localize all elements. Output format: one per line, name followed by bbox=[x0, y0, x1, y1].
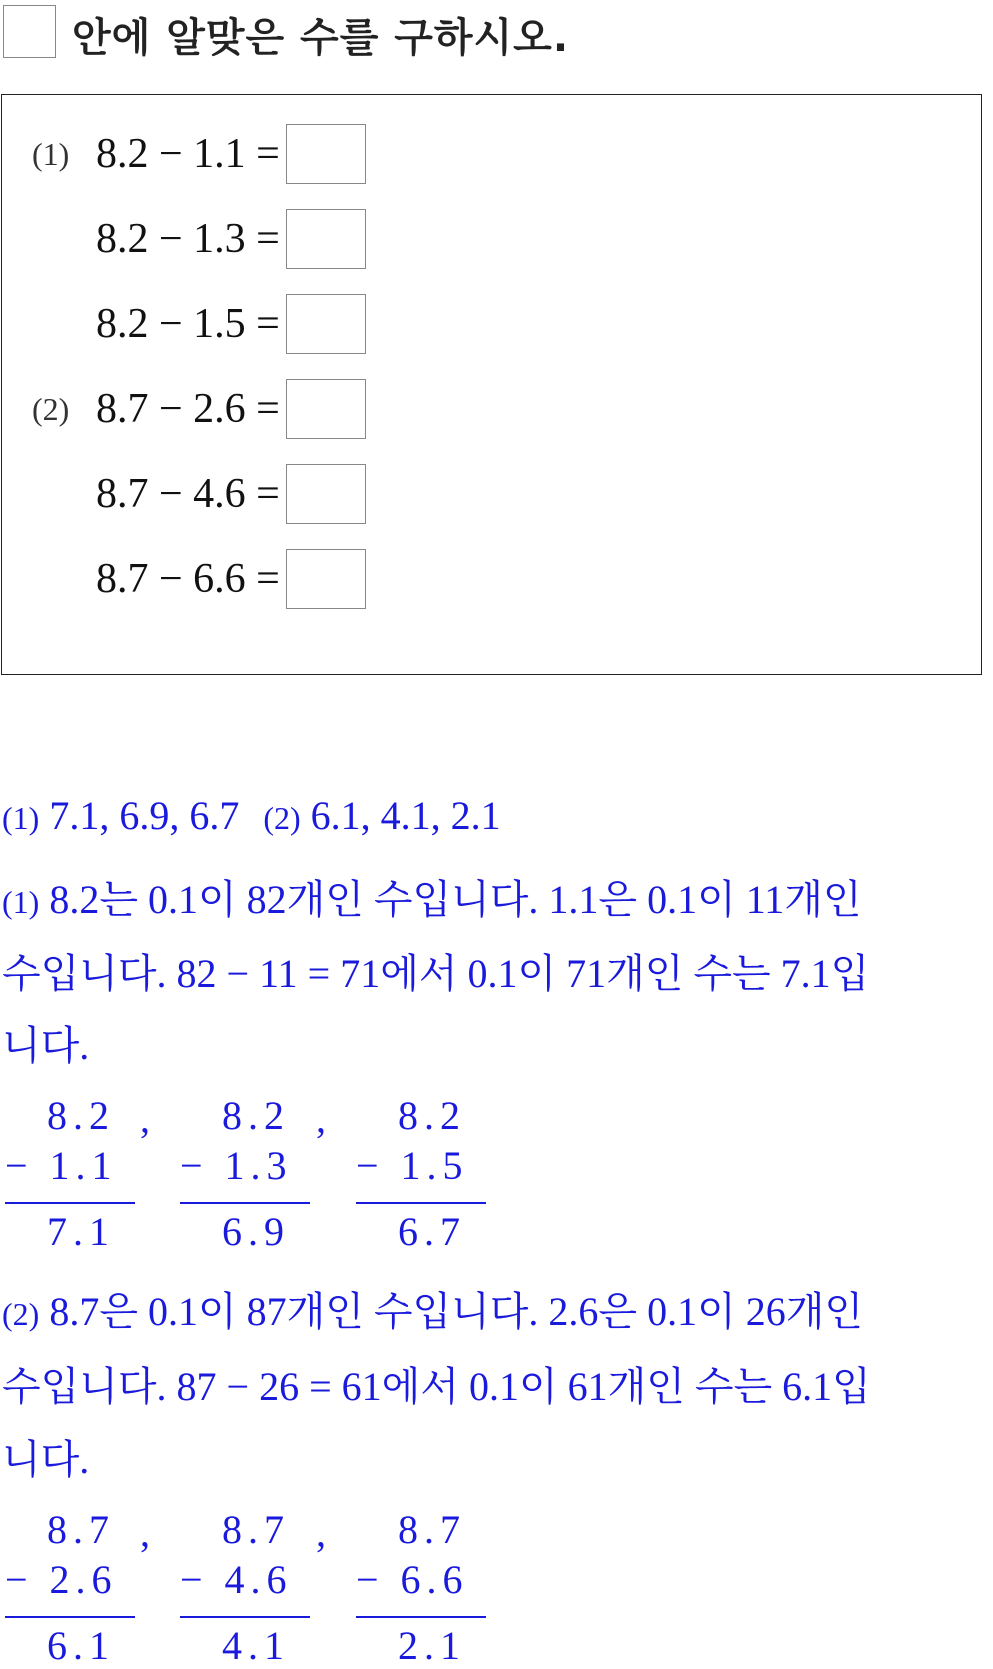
separator: , bbox=[316, 1096, 326, 1141]
difference: 6.7 bbox=[398, 1209, 466, 1254]
explanation-label: (1) bbox=[2, 884, 40, 920]
answer-box[interactable] bbox=[286, 549, 366, 609]
subtrahend: − 2.6 bbox=[5, 1557, 118, 1602]
result-line bbox=[180, 1202, 310, 1204]
problem-row bbox=[32, 293, 366, 355]
explanation-1-line-1 bbox=[2, 868, 862, 925]
problem-row bbox=[32, 378, 366, 440]
minuend: 8.7 bbox=[222, 1507, 290, 1552]
minuend: 8.7 bbox=[398, 1507, 466, 1552]
equation: 8.7 − 6.6 = bbox=[96, 556, 280, 602]
difference: 7.1 bbox=[47, 1209, 115, 1254]
result-line bbox=[356, 1202, 486, 1204]
problem-row bbox=[32, 548, 366, 610]
explanation-label: (2) bbox=[2, 1296, 40, 1332]
answer-values-1: 7.1, 6.9, 6.7 bbox=[49, 793, 240, 838]
equation: 8.2 − 1.1 = bbox=[96, 131, 280, 177]
equation: 8.2 − 1.3 = bbox=[96, 216, 280, 262]
answer-box[interactable] bbox=[286, 464, 366, 524]
separator: , bbox=[140, 1510, 150, 1555]
answer-placeholder-box bbox=[3, 5, 56, 58]
equation: 8.7 − 2.6 = bbox=[96, 386, 280, 432]
explanation-2-line-3: 니다. bbox=[2, 1437, 90, 1482]
result-line bbox=[180, 1616, 310, 1618]
answer-box[interactable] bbox=[286, 379, 366, 439]
answer-box[interactable] bbox=[286, 124, 366, 184]
difference: 2.1 bbox=[398, 1623, 466, 1668]
separator: , bbox=[140, 1096, 150, 1141]
difference: 6.9 bbox=[222, 1209, 290, 1254]
explanation-1-line-2: 수입니다. 82 − 11 = 71에서 0.1이 71개인 수는 7.1입 bbox=[2, 951, 870, 996]
part-label: (2) bbox=[32, 390, 70, 427]
explanation-text: 8.2는 0.1이 82개인 수입니다. 1.1은 0.1이 11개인 bbox=[49, 877, 862, 922]
result-line bbox=[5, 1202, 135, 1204]
equation: 8.2 − 1.5 = bbox=[96, 301, 280, 347]
answer-line bbox=[2, 792, 501, 839]
explanation-2-line-2: 수입니다. 87 − 26 = 61에서 0.1이 61개인 수는 6.1입 bbox=[2, 1364, 871, 1409]
explanation-2-line-1 bbox=[2, 1280, 863, 1337]
minuend: 8.7 bbox=[47, 1507, 115, 1552]
minuend: 8.2 bbox=[47, 1093, 115, 1138]
answer-box[interactable] bbox=[286, 294, 366, 354]
subtrahend: − 1.1 bbox=[5, 1143, 118, 1188]
subtrahend: − 1.5 bbox=[356, 1143, 469, 1188]
subtrahend: − 4.6 bbox=[180, 1557, 293, 1602]
answer-label-2: (2) bbox=[263, 800, 301, 836]
minuend: 8.2 bbox=[222, 1093, 290, 1138]
result-line bbox=[356, 1616, 486, 1618]
part-label: (1) bbox=[32, 135, 70, 172]
problem-row bbox=[32, 123, 366, 185]
difference: 4.1 bbox=[222, 1623, 290, 1668]
subtrahend: − 6.6 bbox=[356, 1557, 469, 1602]
explanation-text: 8.7은 0.1이 87개인 수입니다. 2.6은 0.1이 26개인 bbox=[49, 1289, 863, 1334]
difference: 6.1 bbox=[47, 1623, 115, 1668]
subtrahend: − 1.3 bbox=[180, 1143, 293, 1188]
instruction-text: 안에 알맞은 수를 구하시오. bbox=[72, 15, 570, 61]
result-line bbox=[5, 1616, 135, 1618]
problem-row bbox=[32, 208, 366, 270]
minuend: 8.2 bbox=[398, 1093, 466, 1138]
equation: 8.7 − 4.6 = bbox=[96, 471, 280, 517]
explanation-1-line-3: 니다. bbox=[2, 1023, 90, 1068]
answer-values-2: 6.1, 4.1, 2.1 bbox=[310, 793, 501, 838]
separator: , bbox=[316, 1510, 326, 1555]
problem-row bbox=[32, 463, 366, 525]
answer-label-1: (1) bbox=[2, 800, 40, 836]
problem-frame bbox=[1, 94, 982, 675]
answer-box[interactable] bbox=[286, 209, 366, 269]
